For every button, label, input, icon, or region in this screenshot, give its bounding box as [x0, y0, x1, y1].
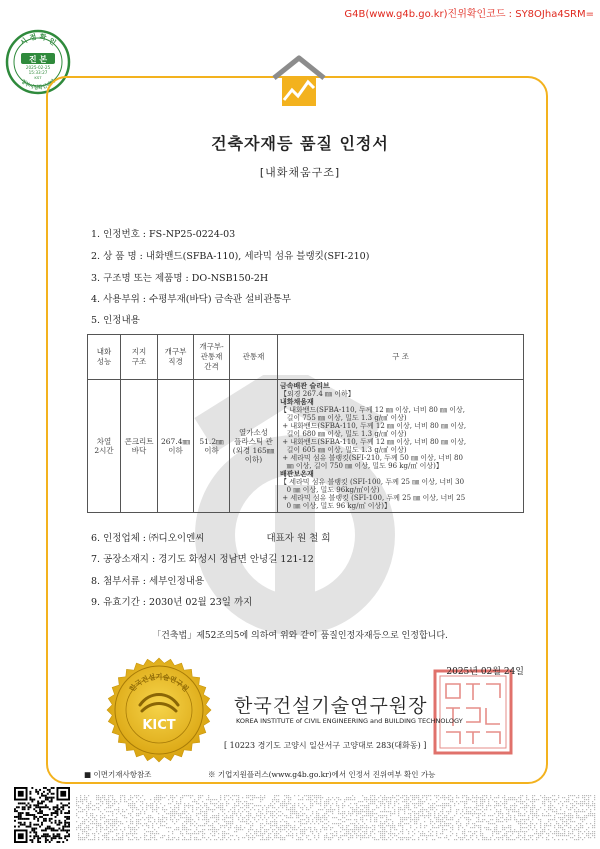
field-approval-content — [91, 312, 140, 326]
structure-line: 0 ㎜ 이상, 밀도 96 kg/㎥ 이상)】 — [280, 502, 391, 510]
header-structure: 구 조 — [278, 335, 524, 380]
cell-opening-diameter: 267.4㎜ 이하 — [158, 380, 194, 513]
seal-center-text: 진 본 — [28, 55, 48, 64]
header-gap: 개구부- 관통재 간격 — [194, 335, 230, 380]
security-pattern — [76, 795, 596, 841]
header-performance: 내화 성능 — [88, 335, 121, 380]
structure-line: 【외경 267.4 ㎜ 이하】 — [280, 390, 355, 398]
structure-line: 【 내화밴드(SFBA-110, 두께 12 ㎜ 이상, 너비 80 ㎜ 이상, — [280, 406, 465, 414]
field-label: 5. 인정내용 — [91, 315, 140, 326]
field-factory-location — [91, 551, 314, 565]
structure-line: 배관보온재 — [280, 469, 314, 478]
structure-line: 0 ㎜ 이상, 밀도 96kg/㎥이상) — [280, 486, 380, 494]
field-value: 수평부재(바닥) 금속관 설비관통부 — [149, 294, 291, 305]
structure-line: + 내화밴드(SFBA-110, 두께 12 ㎜ 이상, 너비 80 ㎜ 이상, — [280, 438, 467, 446]
qr-code-icon[interactable] — [14, 787, 70, 843]
structure-line: + 세라믹 섬유 블랭킷 (SFI-100, 두께 25 ㎜ 이상, 너비 25 — [280, 494, 466, 502]
cell-structure — [278, 380, 524, 513]
field-usage-area — [91, 291, 291, 305]
structure-line: ㎜ 이상, 길이 750 ㎜ 이상, 밀도 96 kg/㎥ 이상)】 — [280, 462, 443, 470]
field-validity — [91, 594, 252, 608]
field-label: 3. 구조명 또는 제품명 : — [91, 273, 192, 284]
field-product-name — [91, 248, 369, 262]
field-representative: 대표자 원 철 희 — [266, 533, 331, 544]
field-company — [91, 530, 331, 544]
seal-abbr: KICT — [142, 718, 176, 733]
verification-code: G4B(www.g4b.go.kr)진위확인코드 : SY8OJha4SRM= — [344, 9, 594, 20]
cell-performance: 차열 2시간 — [88, 380, 121, 513]
field-label: 2. 상 품 명 : — [91, 251, 146, 262]
header-penetrant: 관통재 — [230, 335, 278, 380]
field-label: 4. 사용부위 : — [91, 294, 150, 305]
issuer-name-korean: 한국건설기술연구원장 — [234, 695, 428, 717]
field-label: 6. 인정업체 : — [91, 533, 150, 544]
field-value: 2030년 02월 23일 까지 — [149, 597, 253, 608]
structure-line: + 내화밴드(SFBA-110, 두께 12 ㎜ 이상, 너비 80 ㎜ 이상, — [280, 422, 467, 430]
field-label: 8. 첨부서류 : — [91, 576, 150, 587]
seal-ring-text: 한국건설기술연구원 — [128, 673, 190, 694]
field-label: 7. 공장소재지 : — [91, 554, 159, 565]
field-label: 1. 인정번호 : — [91, 229, 150, 240]
issuer-name-english: KOREA INSTITUTE of CIVIL ENGINEERING and BUILDING TECHNOLOGY — [236, 717, 463, 725]
header-support: 지지 구조 — [121, 335, 158, 380]
structure-line: 금속배관 슬리브 — [280, 381, 330, 390]
field-value: 경기도 화성시 정남면 안녕길 121-12 — [158, 554, 314, 565]
issuer-address: [ 10223 경기도 고양시 일산서구 고양대로 283(대화동) ] — [224, 741, 427, 750]
field-value: 내화밴드(SFBA-110), 세라믹 섬유 블랭킷(SFI-210) — [145, 251, 370, 262]
seal-date: 2025-02-25 — [25, 65, 51, 70]
seal-bottom-text: 정부시점확인센터 — [19, 78, 57, 92]
structure-line: 내화채움재 — [280, 397, 314, 406]
footer-note-verify: ※ 기업지원플러스(www.g4b.go.kr)에서 인정서 진위여부 확인 가능 — [208, 770, 436, 779]
field-value: FS-NP25-0224-03 — [149, 229, 236, 240]
field-label: 9. 유효기간 : — [91, 597, 150, 608]
issue-date: 2025년 02월 24일 — [446, 667, 524, 677]
table-row — [88, 380, 524, 513]
structure-line: 길이 605 ㎜ 이상, 밀도 1.3 g/㎤ 이상) — [280, 446, 407, 454]
approval-sentence: 「건축법」제52조의5에 의하여 위와 같이 품질인정자재등으로 인정합니다. — [152, 631, 448, 641]
field-structure-name — [91, 270, 268, 284]
header-opening-diameter: 개구부 직경 — [158, 335, 194, 380]
table-header-row — [88, 335, 524, 380]
footer-note-back: ■ 이면기재사항참조 — [84, 770, 152, 779]
field-attachments — [91, 573, 204, 587]
cell-penetrant: 열가소성 플라스틱 관 (외경 165㎜ 이하) — [230, 380, 278, 513]
document-subtitle: [내화채움구조] — [259, 166, 341, 179]
seal-zone: KST — [34, 75, 42, 80]
structure-line: + 세라믹 섬유 블랭킷(SFI-210, 두께 50 ㎜ 이상, 너비 80 — [280, 454, 463, 462]
document-title: 건축자재등 품질 인정서 — [211, 134, 389, 153]
spec-table — [87, 334, 524, 513]
seal-top-text: 시 점 확 인 — [18, 32, 58, 48]
house-logo-icon — [268, 50, 330, 112]
field-value: ㈜디오이엔씨 — [149, 533, 205, 544]
structure-line: 【 세라믹 섬유 블랭킷 (SFI-100, 두께 25 ㎜ 이상, 너비 30 — [280, 478, 465, 486]
field-value: DO-NSB150-2H — [191, 273, 269, 284]
cell-gap: 51.2㎜ 이하 — [194, 380, 230, 513]
field-value: 세부인정내용 — [149, 576, 205, 587]
seal-time: 15:33:27 — [28, 70, 48, 75]
field-approval-number — [91, 226, 235, 240]
structure-line: 길이 755 ㎜ 이상, 밀도 1.3 g/㎤ 이상) — [280, 414, 407, 422]
structure-line: 길이 680 ㎜ 이상, 밀도 1.3 g/㎤ 이상) — [280, 430, 407, 438]
cell-support: 콘크리트 바닥 — [121, 380, 158, 513]
kict-gold-seal-icon — [106, 657, 212, 763]
